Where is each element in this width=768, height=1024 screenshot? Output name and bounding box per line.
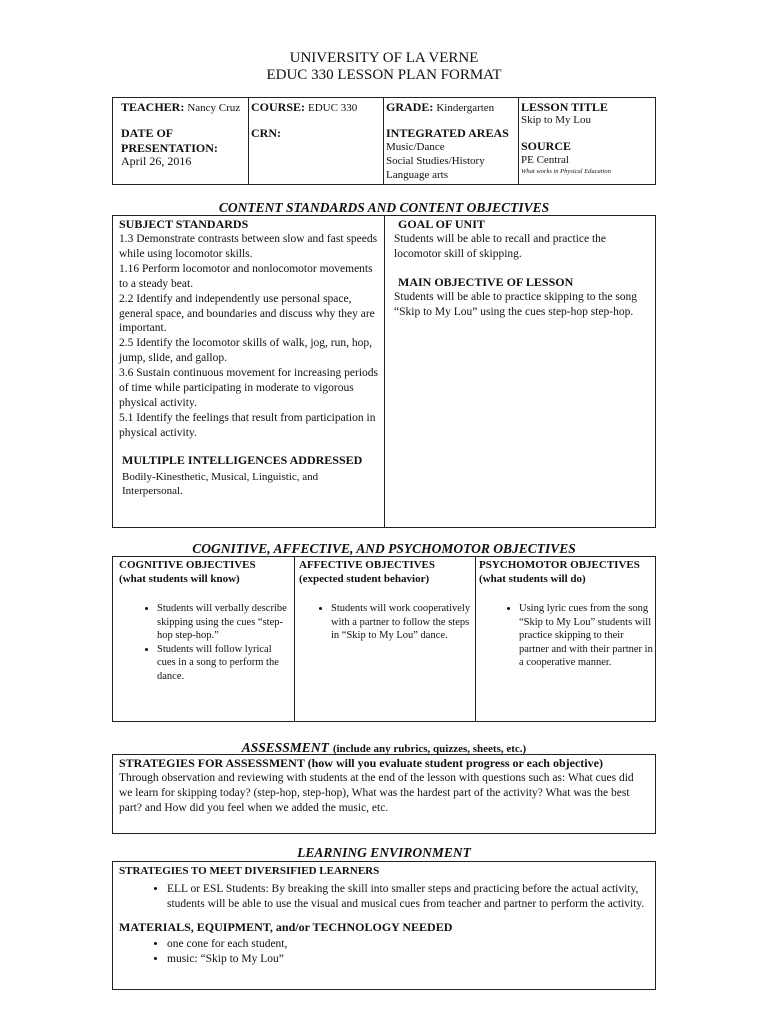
affective-title: AFFECTIVE OBJECTIVES: [299, 559, 436, 571]
diversified-learners-label: STRATEGIES TO MEET DIVERSIFIED LEARNERS: [119, 865, 380, 877]
subject-standards-cell: [119, 217, 379, 498]
affective-list: [299, 602, 473, 643]
list-item: • ELL or ESL Students: By breaking the skill into smaller steps and practicing before the actual activity, students will be able to use the visual and musical cues from teacher and partner to perform the activity.: [167, 882, 649, 912]
subject-standards-label: SUBJECT STANDARDS: [119, 217, 249, 231]
grade-cell: [386, 100, 516, 115]
assessment-table: [112, 754, 656, 834]
date-label: DATE OF PRESENTATION:: [121, 126, 218, 155]
lesson-title-label: LESSON TITLE: [521, 100, 608, 114]
cognitive-list: [119, 602, 291, 683]
standard-item: 3.6 Sustain continuous movement for increasing periods of time while participating in moderate to vigorous physical activity.: [119, 367, 379, 409]
grade-value: Kindergarten: [436, 102, 495, 114]
materials-label: MATERIALS, EQUIPMENT, and/or TECHNOLOGY NEEDED: [119, 920, 453, 934]
affective-subtitle: (expected student behavior): [299, 573, 430, 585]
goal-of-unit-label: GOAL OF UNIT: [398, 217, 485, 231]
objectives-table: [112, 556, 656, 722]
standards-list: [119, 232, 379, 441]
materials-list: [119, 937, 649, 967]
goal-of-unit-value: Students will be able to recall and practice the locomotor skill of skipping.: [394, 233, 607, 260]
list-item: • Students will follow lyrical cues in a song to perform the dance.: [157, 643, 291, 684]
integrated-areas-list: [386, 140, 485, 182]
cognitive-subtitle: (what students will know): [119, 573, 240, 585]
goal-cell: [394, 217, 652, 320]
standard-item: 2.5 Identify the locomotor skills of walk, jog, run, hop, jump, slide, and gallop.: [119, 337, 372, 365]
main-objective-value: Students will be able to practice skipping to the song “Skip to My Lou” using the cues step-hop step-hop.: [394, 291, 638, 318]
teacher-cell: [121, 100, 249, 115]
source-value: PE Central: [521, 154, 569, 166]
integrated-areas-label: INTEGRATED AREAS: [386, 126, 509, 140]
learning-environment-heading: LEARNING ENVIRONMENT: [297, 845, 471, 860]
assessment-strategies-label: STRATEGIES FOR ASSESSMENT (how will you evaluate student progress or each objective): [119, 756, 603, 770]
integrated-area-item: Language arts: [386, 169, 448, 181]
course-value: EDUC 330: [308, 102, 358, 114]
assessment-strategies-value: Through observation and reviewing with students at the end of the lesson with questions such as: What cues did we learn for skipping today? (step-hop, step-hop), What was the hardest part of the activity? What was the best part? and How did you feel when we added the music, etc.: [119, 772, 634, 814]
university-title: UNIVERSITY OF LA VERNE: [289, 50, 479, 66]
cognitive-column: [119, 558, 291, 683]
cognitive-title: COGNITIVE OBJECTIVES: [119, 559, 256, 571]
objectives-heading: COGNITIVE, AFFECTIVE, AND PSYCHOMOTOR OBJECTIVES: [192, 541, 576, 556]
crn-label: CRN:: [251, 126, 281, 140]
integrated-area-item: Social Studies/History: [386, 155, 485, 167]
date-value: April 26, 2016: [121, 154, 192, 168]
course-label: COURSE:: [251, 100, 306, 114]
main-objective-label: MAIN OBJECTIVE OF LESSON: [398, 275, 574, 289]
source-note: What works in Physical Education: [521, 168, 611, 175]
list-item: • music: “Skip to My Lou”: [167, 952, 649, 967]
list-item: • Students will work cooperatively with a partner to follow the steps in “Skip to My Lou” dance.: [331, 602, 473, 643]
lesson-title-value: Skip to My Lou: [521, 114, 591, 126]
list-item: • one cone for each student,: [167, 937, 649, 952]
standard-item: 2.2 Identify and independently use personal space, general space, and boundaries and discuss why they are important.: [119, 292, 375, 335]
content-standards-heading: CONTENT STANDARDS AND CONTENT OBJECTIVES: [218, 200, 550, 215]
list-item: • Using lyric cues from the song “Skip to My Lou” students will practice skipping to their partner and with their partner in a cooperative manner.: [519, 602, 655, 670]
standard-item: 1.3 Demonstrate contrasts between slow and fast speeds while using locomotor skills.: [119, 233, 378, 260]
psychomotor-subtitle: (what students will do): [479, 573, 586, 585]
integrated-area-item: Music/Dance: [386, 141, 445, 153]
psychomotor-column: [479, 558, 655, 670]
standard-item: 1.16 Perform locomotor and nonlocomotor movements to a steady beat.: [119, 262, 373, 290]
course-cell: [251, 100, 381, 115]
lesson-plan-format-title: EDUC 330 LESSON PLAN FORMAT: [266, 67, 502, 83]
multiple-intelligences-label: MULTIPLE INTELLIGENCES ADDRESSED: [122, 452, 363, 467]
diversified-list: [119, 882, 649, 912]
info-table: [112, 97, 656, 185]
psychomotor-title: PSYCHOMOTOR OBJECTIVES: [479, 559, 640, 571]
source-label: SOURCE: [521, 139, 572, 153]
grade-label: GRADE:: [386, 100, 434, 114]
psychomotor-list: [479, 602, 655, 670]
multiple-intelligences-value: Bodily-Kinesthetic, Musical, Linguistic, and Interpersonal.: [122, 470, 319, 497]
standard-item: 5.1 Identify the feelings that result from participation in physical activity.: [119, 411, 376, 439]
affective-column: [299, 558, 473, 643]
content-standards-table: [112, 215, 656, 528]
assessment-heading: ASSESSMENT (include any rubrics, quizzes, sheets, etc.): [241, 740, 527, 755]
teacher-value: Nancy Cruz: [187, 102, 241, 114]
learning-environment-table: [112, 861, 656, 990]
teacher-label: TEACHER:: [121, 100, 185, 114]
list-item: • Students will verbally describe skipping using the cues “step-hop step-hop.”: [157, 602, 291, 643]
